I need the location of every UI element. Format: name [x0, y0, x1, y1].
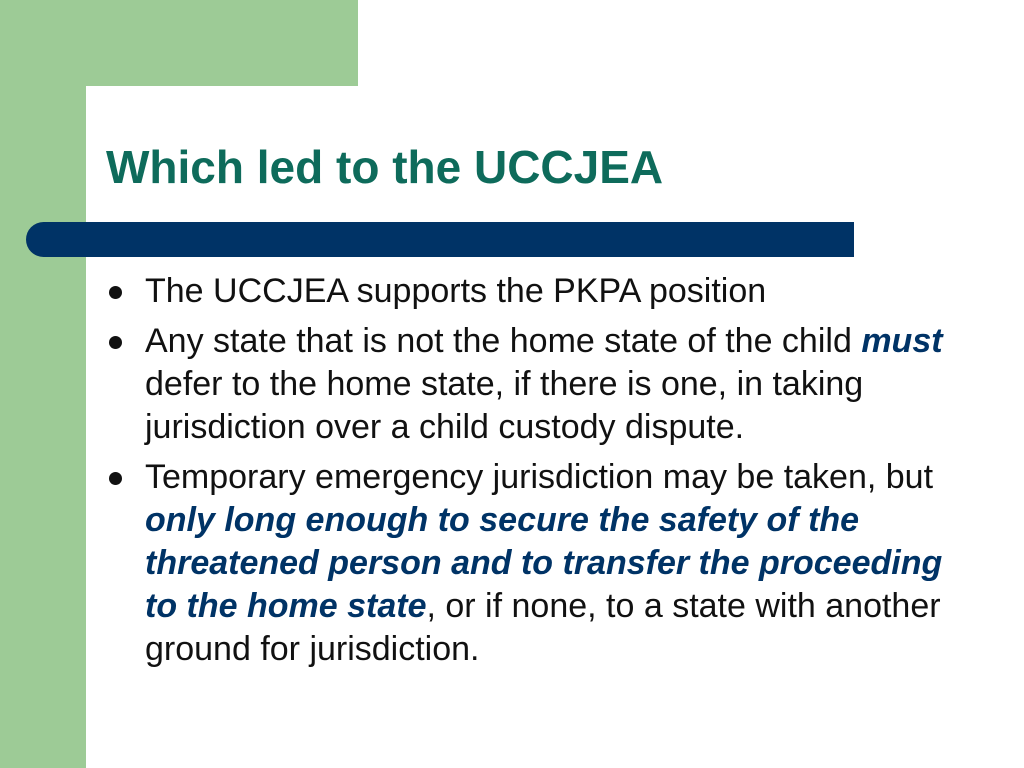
slide-title: Which led to the UCCJEA: [106, 141, 664, 193]
bullet-dot-icon: [109, 336, 122, 349]
title-divider-bar: [26, 222, 854, 257]
green-side-band: [0, 0, 86, 768]
bullet-dot-icon: [109, 472, 122, 485]
green-top-band: [0, 0, 358, 86]
bullet-emphasis: must: [861, 322, 943, 360]
bullet-dot-icon: [109, 286, 122, 299]
bullet-list: [105, 270, 965, 678]
bullet-item-2: [105, 320, 965, 449]
bullet-text-after: defer to the home state, if there is one, in taking jurisdiction over a child custody dispute.: [145, 365, 864, 446]
bullet-item-1: [105, 270, 965, 313]
bullet-text-after: , or if none, to a state with another ground for jurisdiction.: [145, 587, 941, 668]
bullet-text: The UCCJEA supports the PKPA position: [145, 272, 767, 310]
bullet-item-3: [105, 456, 965, 671]
bullet-emphasis: only long enough to secure the safety of the threatened person and to transfer the proceeding to the home state: [145, 501, 943, 625]
bullet-text-before: Temporary emergency jurisdiction may be taken, but: [145, 458, 934, 496]
bullet-text-before: Any state that is not the home state of the child: [145, 322, 862, 360]
